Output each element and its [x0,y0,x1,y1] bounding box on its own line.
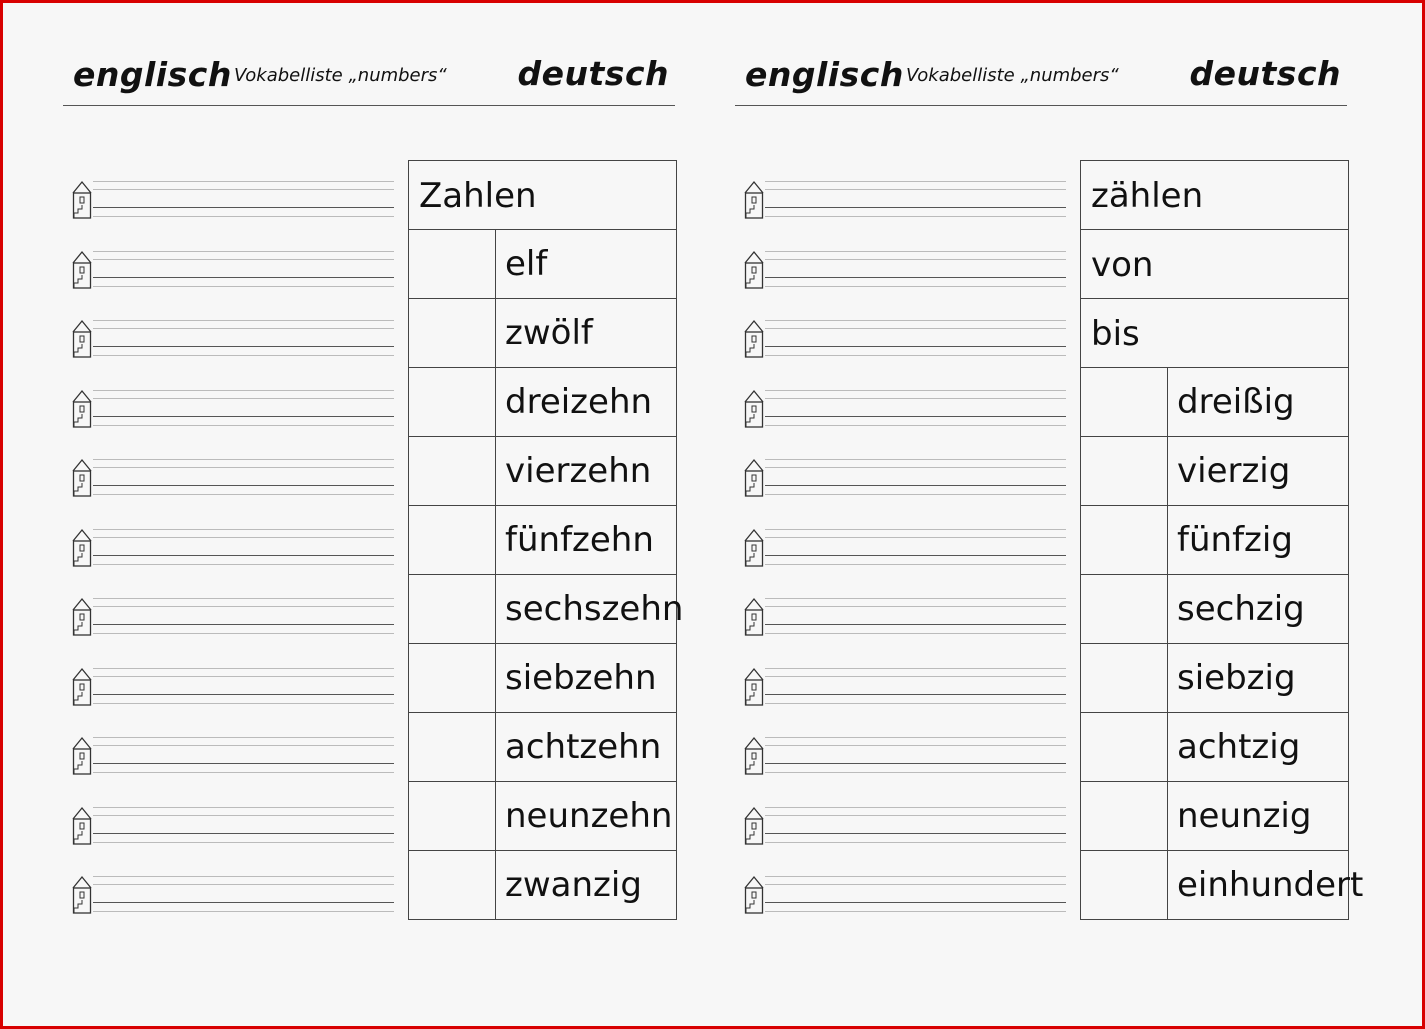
ruling-line [93,277,394,278]
word-row [1081,713,1348,782]
ruling-line [765,668,1066,669]
writing-line[interactable] [71,231,394,301]
writing-line[interactable] [71,509,394,579]
house-icon [71,388,93,428]
blank-cell[interactable] [1081,851,1168,919]
german-word: neunzehn [505,796,673,836]
writing-line[interactable] [71,787,394,857]
writing-line[interactable] [71,370,394,440]
ruling-line [93,633,394,634]
writing-line[interactable] [743,231,1066,301]
german-word: fünfzehn [505,520,654,560]
ruling-line [93,833,394,834]
ruling-line [93,251,394,252]
german-word: zwölf [505,313,593,353]
word-row [409,230,676,299]
ruling-line [93,737,394,738]
ruling-line [93,416,394,417]
panel-header [63,51,675,106]
blank-cell[interactable] [1081,437,1168,505]
blank-cell[interactable] [409,851,496,919]
ruling-line [93,815,394,816]
worksheet-title: Vokabelliste „numbers“ [906,65,1119,86]
word-row [1081,368,1348,437]
ruling-line [93,207,394,208]
house-icon [71,805,93,845]
ruling-line [93,259,394,260]
german-word: vierzehn [505,451,652,491]
ruling-line [93,902,394,903]
house-icon [743,179,765,219]
writing-lines [743,161,1066,926]
house-icon [743,874,765,914]
word-row [1081,851,1364,919]
german-word: bis [1091,314,1140,354]
word-row [409,437,676,506]
blank-cell[interactable] [1081,782,1168,850]
writing-line[interactable] [71,300,394,370]
ruling-line [93,286,394,287]
ruling-line [765,416,1066,417]
ruling-line [93,745,394,746]
german-word: von [1091,245,1154,285]
ruling-line [765,902,1066,903]
german-word: zwanzig [505,865,642,905]
writing-line[interactable] [71,648,394,718]
writing-line[interactable] [743,578,1066,648]
word-row [1081,230,1348,299]
german-word: neunzig [1177,796,1312,836]
house-icon [743,805,765,845]
ruling-line [765,529,1066,530]
ruling-line [765,346,1066,347]
writing-line[interactable] [743,439,1066,509]
blank-cell[interactable] [409,782,496,850]
blank-cell[interactable] [409,575,496,643]
house-icon [743,666,765,706]
house-icon [743,457,765,497]
ruling-line [93,624,394,625]
ruling-line [93,876,394,877]
ruling-line [93,537,394,538]
writing-line[interactable] [743,509,1066,579]
writing-line[interactable] [743,717,1066,787]
ruling-line [765,745,1066,746]
ruling-line [765,772,1066,773]
german-column-label: deutsch [1189,54,1341,93]
ruling-line [765,259,1066,260]
ruling-line [93,494,394,495]
ruling-line [93,346,394,347]
german-word: sechzig [1177,589,1305,629]
house-icon [71,457,93,497]
writing-line[interactable] [71,856,394,926]
ruling-line [765,390,1066,391]
word-row [409,713,676,782]
blank-cell[interactable] [409,644,496,712]
word-row [1081,575,1348,644]
ruling-line [765,216,1066,217]
ruling-line [765,833,1066,834]
ruling-line [93,676,394,677]
ruling-line [765,320,1066,321]
blank-cell[interactable] [409,299,496,367]
writing-line[interactable] [743,300,1066,370]
word-row [1081,644,1348,713]
blank-cell[interactable] [1081,644,1168,712]
blank-cell[interactable] [409,506,496,574]
german-word: vierzig [1177,451,1291,491]
writing-line[interactable] [71,717,394,787]
word-row [409,782,676,851]
ruling-line [93,181,394,182]
ruling-line [93,485,394,486]
english-column-label: englisch [73,55,232,94]
ruling-line [765,277,1066,278]
ruling-line [93,668,394,669]
german-word: elf [505,244,548,284]
ruling-line [765,398,1066,399]
blank-cell[interactable] [1081,368,1168,436]
ruling-line [93,390,394,391]
ruling-line [765,807,1066,808]
ruling-line [93,328,394,329]
ruling-line [93,884,394,885]
word-row [409,644,676,713]
house-icon [71,179,93,219]
blank-cell[interactable] [409,368,496,436]
ruling-line [765,815,1066,816]
german-word: achtzig [1177,727,1301,767]
word-row [409,161,676,230]
house-icon [71,527,93,567]
ruling-line [93,598,394,599]
english-column-label: englisch [745,55,904,94]
german-column-label: deutsch [517,54,669,93]
german-word-table [1080,160,1364,920]
ruling-line [765,459,1066,460]
ruling-line [93,763,394,764]
house-icon [71,666,93,706]
blank-cell[interactable] [1081,575,1168,643]
word-row [409,368,676,437]
house-icon [743,388,765,428]
word-row [409,299,676,368]
ruling-line [765,467,1066,468]
ruling-line [765,537,1066,538]
writing-line[interactable] [743,161,1066,231]
ruling-line [765,207,1066,208]
german-word: Zahlen [419,176,537,216]
ruling-line [765,763,1066,764]
ruling-line [765,703,1066,704]
ruling-line [93,189,394,190]
ruling-line [93,529,394,530]
writing-line[interactable] [743,370,1066,440]
ruling-line [93,467,394,468]
house-icon [743,318,765,358]
vocab-panel-left [63,3,684,1003]
house-icon [71,318,93,358]
writing-lines [71,161,394,926]
ruling-line [93,398,394,399]
panel-header [735,51,1347,106]
ruling-line [765,884,1066,885]
ruling-line [93,703,394,704]
ruling-line [765,564,1066,565]
ruling-line [93,772,394,773]
word-row [1081,782,1348,851]
ruling-line [765,876,1066,877]
ruling-line [765,555,1066,556]
house-icon [743,249,765,289]
writing-line[interactable] [71,439,394,509]
german-word: siebzehn [505,658,657,698]
ruling-line [765,694,1066,695]
ruling-line [93,911,394,912]
ruling-line [765,181,1066,182]
ruling-line [93,807,394,808]
word-row [409,851,676,919]
ruling-line [765,485,1066,486]
ruling-line [93,842,394,843]
writing-line[interactable] [71,161,394,231]
ruling-line [765,328,1066,329]
ruling-line [93,355,394,356]
german-word-table [408,160,684,920]
writing-line[interactable] [743,856,1066,926]
ruling-line [93,216,394,217]
ruling-line [765,911,1066,912]
ruling-line [93,320,394,321]
ruling-line [765,676,1066,677]
german-word: dreißig [1177,382,1295,422]
ruling-line [765,425,1066,426]
ruling-line [765,606,1066,607]
house-icon [743,596,765,636]
ruling-line [765,624,1066,625]
ruling-line [765,251,1066,252]
ruling-line [765,598,1066,599]
blank-cell[interactable] [409,230,496,298]
german-word: achtzehn [505,727,662,767]
ruling-line [93,425,394,426]
ruling-line [765,633,1066,634]
ruling-line [93,694,394,695]
ruling-line [765,494,1066,495]
house-icon [71,596,93,636]
ruling-line [93,459,394,460]
vocab-panel-right [735,3,1364,1003]
blank-cell[interactable] [1081,713,1168,781]
word-row [1081,506,1348,575]
ruling-line [765,737,1066,738]
ruling-line [765,355,1066,356]
german-word: dreizehn [505,382,653,422]
german-word: zählen [1091,176,1204,216]
house-icon [743,527,765,567]
worksheet-title: Vokabelliste „numbers“ [234,65,447,86]
ruling-line [765,842,1066,843]
german-word: fünfzig [1177,520,1293,560]
blank-cell[interactable] [1081,506,1168,574]
writing-line[interactable] [743,787,1066,857]
german-word: siebzig [1177,658,1296,698]
ruling-line [765,286,1066,287]
word-row [409,506,676,575]
house-icon [743,735,765,775]
house-icon [71,735,93,775]
ruling-line [93,564,394,565]
ruling-line [765,189,1066,190]
word-row [1081,437,1348,506]
house-icon [71,874,93,914]
german-word: sechszehn [505,589,684,629]
word-row [1081,161,1348,230]
word-row [1081,299,1348,368]
house-icon [71,249,93,289]
german-word: einhundert [1177,865,1364,905]
blank-cell[interactable] [409,437,496,505]
writing-line[interactable] [71,578,394,648]
ruling-line [93,606,394,607]
blank-cell[interactable] [409,713,496,781]
writing-line[interactable] [743,648,1066,718]
ruling-line [93,555,394,556]
word-row [409,575,684,644]
